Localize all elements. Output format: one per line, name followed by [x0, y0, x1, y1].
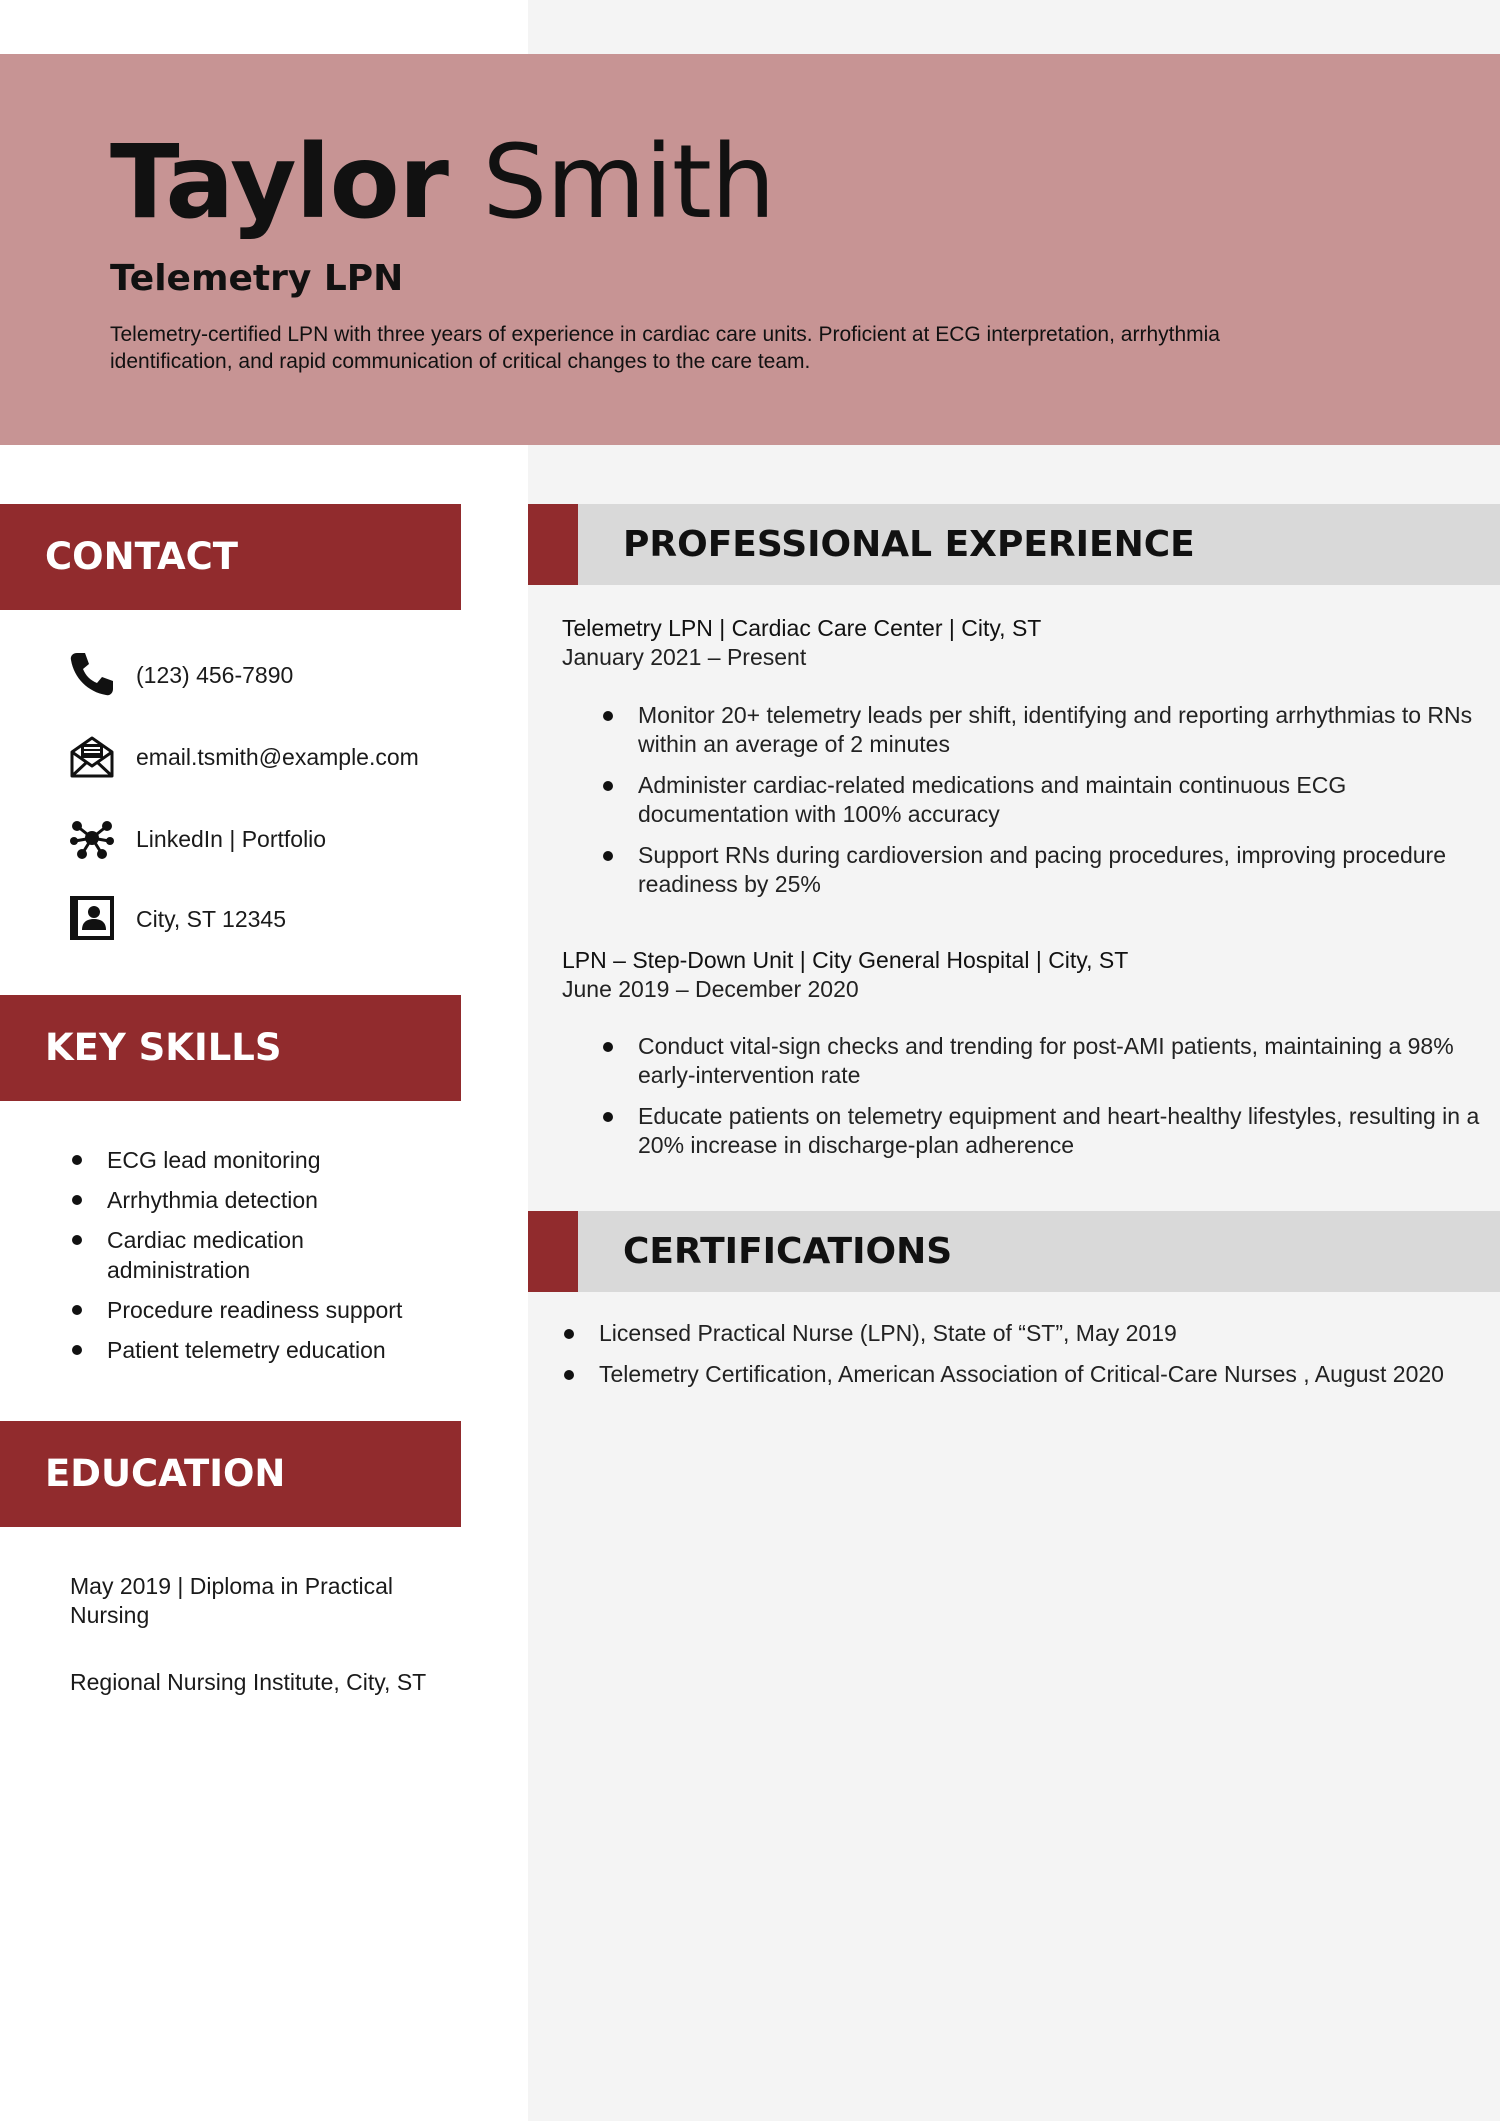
first-name: Taylor: [110, 123, 448, 242]
certifications-list: [560, 1319, 1480, 1401]
education-school: Regional Nursing Institute, City, ST: [70, 1669, 427, 1695]
experience-heading-label: PROFESSIONAL EXPERIENCE: [623, 524, 1195, 565]
job-dates: June 2019 – December 2020: [562, 976, 859, 1002]
certification-item: Telemetry Certification, American Association of Critical-Care Nurses , August 2020: [560, 1360, 1480, 1389]
job-bullet: Administer cardiac-related medications and maintain continuous ECG documentation with 100% accuracy: [600, 771, 1480, 829]
education-degree: May 2019 | Diploma in Practical Nursing: [70, 1573, 393, 1628]
job-title: Telemetry LPN: [110, 258, 404, 299]
contact-heading: [0, 504, 461, 610]
contact-heading-label: CONTACT: [45, 535, 238, 578]
candidate-name: [110, 123, 775, 242]
job-bullets: [600, 1032, 1480, 1172]
certification-item: Licensed Practical Nurse (LPN), State of “ST”, May 2019: [560, 1319, 1480, 1348]
certifications-heading-label: CERTIFICATIONS: [623, 1231, 953, 1272]
skills-heading: [0, 995, 461, 1101]
heading-accent: [528, 1211, 578, 1292]
certifications-heading: [528, 1211, 1500, 1292]
skill-item: Cardiac medication administration: [70, 1225, 450, 1285]
job-bullet: Support RNs during cardioversion and pacing procedures, improving procedure readiness by 25%: [600, 841, 1480, 899]
last-name: Smith: [482, 123, 775, 242]
email-icon: [68, 732, 116, 780]
job-title-line: LPN – Step-Down Unit | City General Hospital | City, ST: [562, 947, 1129, 973]
skills-heading-label: KEY SKILLS: [45, 1026, 282, 1069]
job-bullets: [600, 701, 1480, 911]
profile-links[interactable]: LinkedIn | Portfolio: [136, 826, 327, 852]
job-bullet: Conduct vital-sign checks and trending for post-AMI patients, maintaining a 98% early-intervention rate: [600, 1032, 1480, 1090]
location: City, ST 12345: [136, 906, 287, 932]
skills-list: [70, 1145, 450, 1375]
contact-card-icon: [68, 894, 116, 942]
job-bullet: Educate patients on telemetry equipment and heart-healthy lifestyles, resulting in a 20% increase in discharge-plan adherence: [600, 1102, 1480, 1160]
network-icon: [68, 814, 116, 862]
education-heading-label: EDUCATION: [45, 1452, 286, 1495]
phone-number: (123) 456-7890: [136, 662, 294, 688]
education-heading: [0, 1421, 461, 1527]
job-title-line: Telemetry LPN | Cardiac Care Center | City, ST: [562, 615, 1042, 641]
phone-icon: [68, 650, 116, 698]
job-dates: January 2021 – Present: [562, 644, 807, 670]
heading-accent: [528, 504, 578, 585]
summary: Telemetry-certified LPN with three years of experience in cardiac care units. Proficient at ECG interpretation, arrhythmia identification, and rapid communication of critical changes to the care team.: [110, 323, 1220, 373]
resume-header: [0, 54, 1500, 445]
job-bullet: Monitor 20+ telemetry leads per shift, identifying and reporting arrhythmias to RNs within an average of 2 minutes: [600, 701, 1480, 759]
skill-item: ECG lead monitoring: [70, 1145, 450, 1175]
skill-item: Patient telemetry education: [70, 1335, 450, 1365]
experience-heading: [528, 504, 1500, 585]
skill-item: Arrhythmia detection: [70, 1185, 450, 1215]
skill-item: Procedure readiness support: [70, 1295, 450, 1325]
email-address[interactable]: email.tsmith@example.com: [136, 744, 419, 770]
